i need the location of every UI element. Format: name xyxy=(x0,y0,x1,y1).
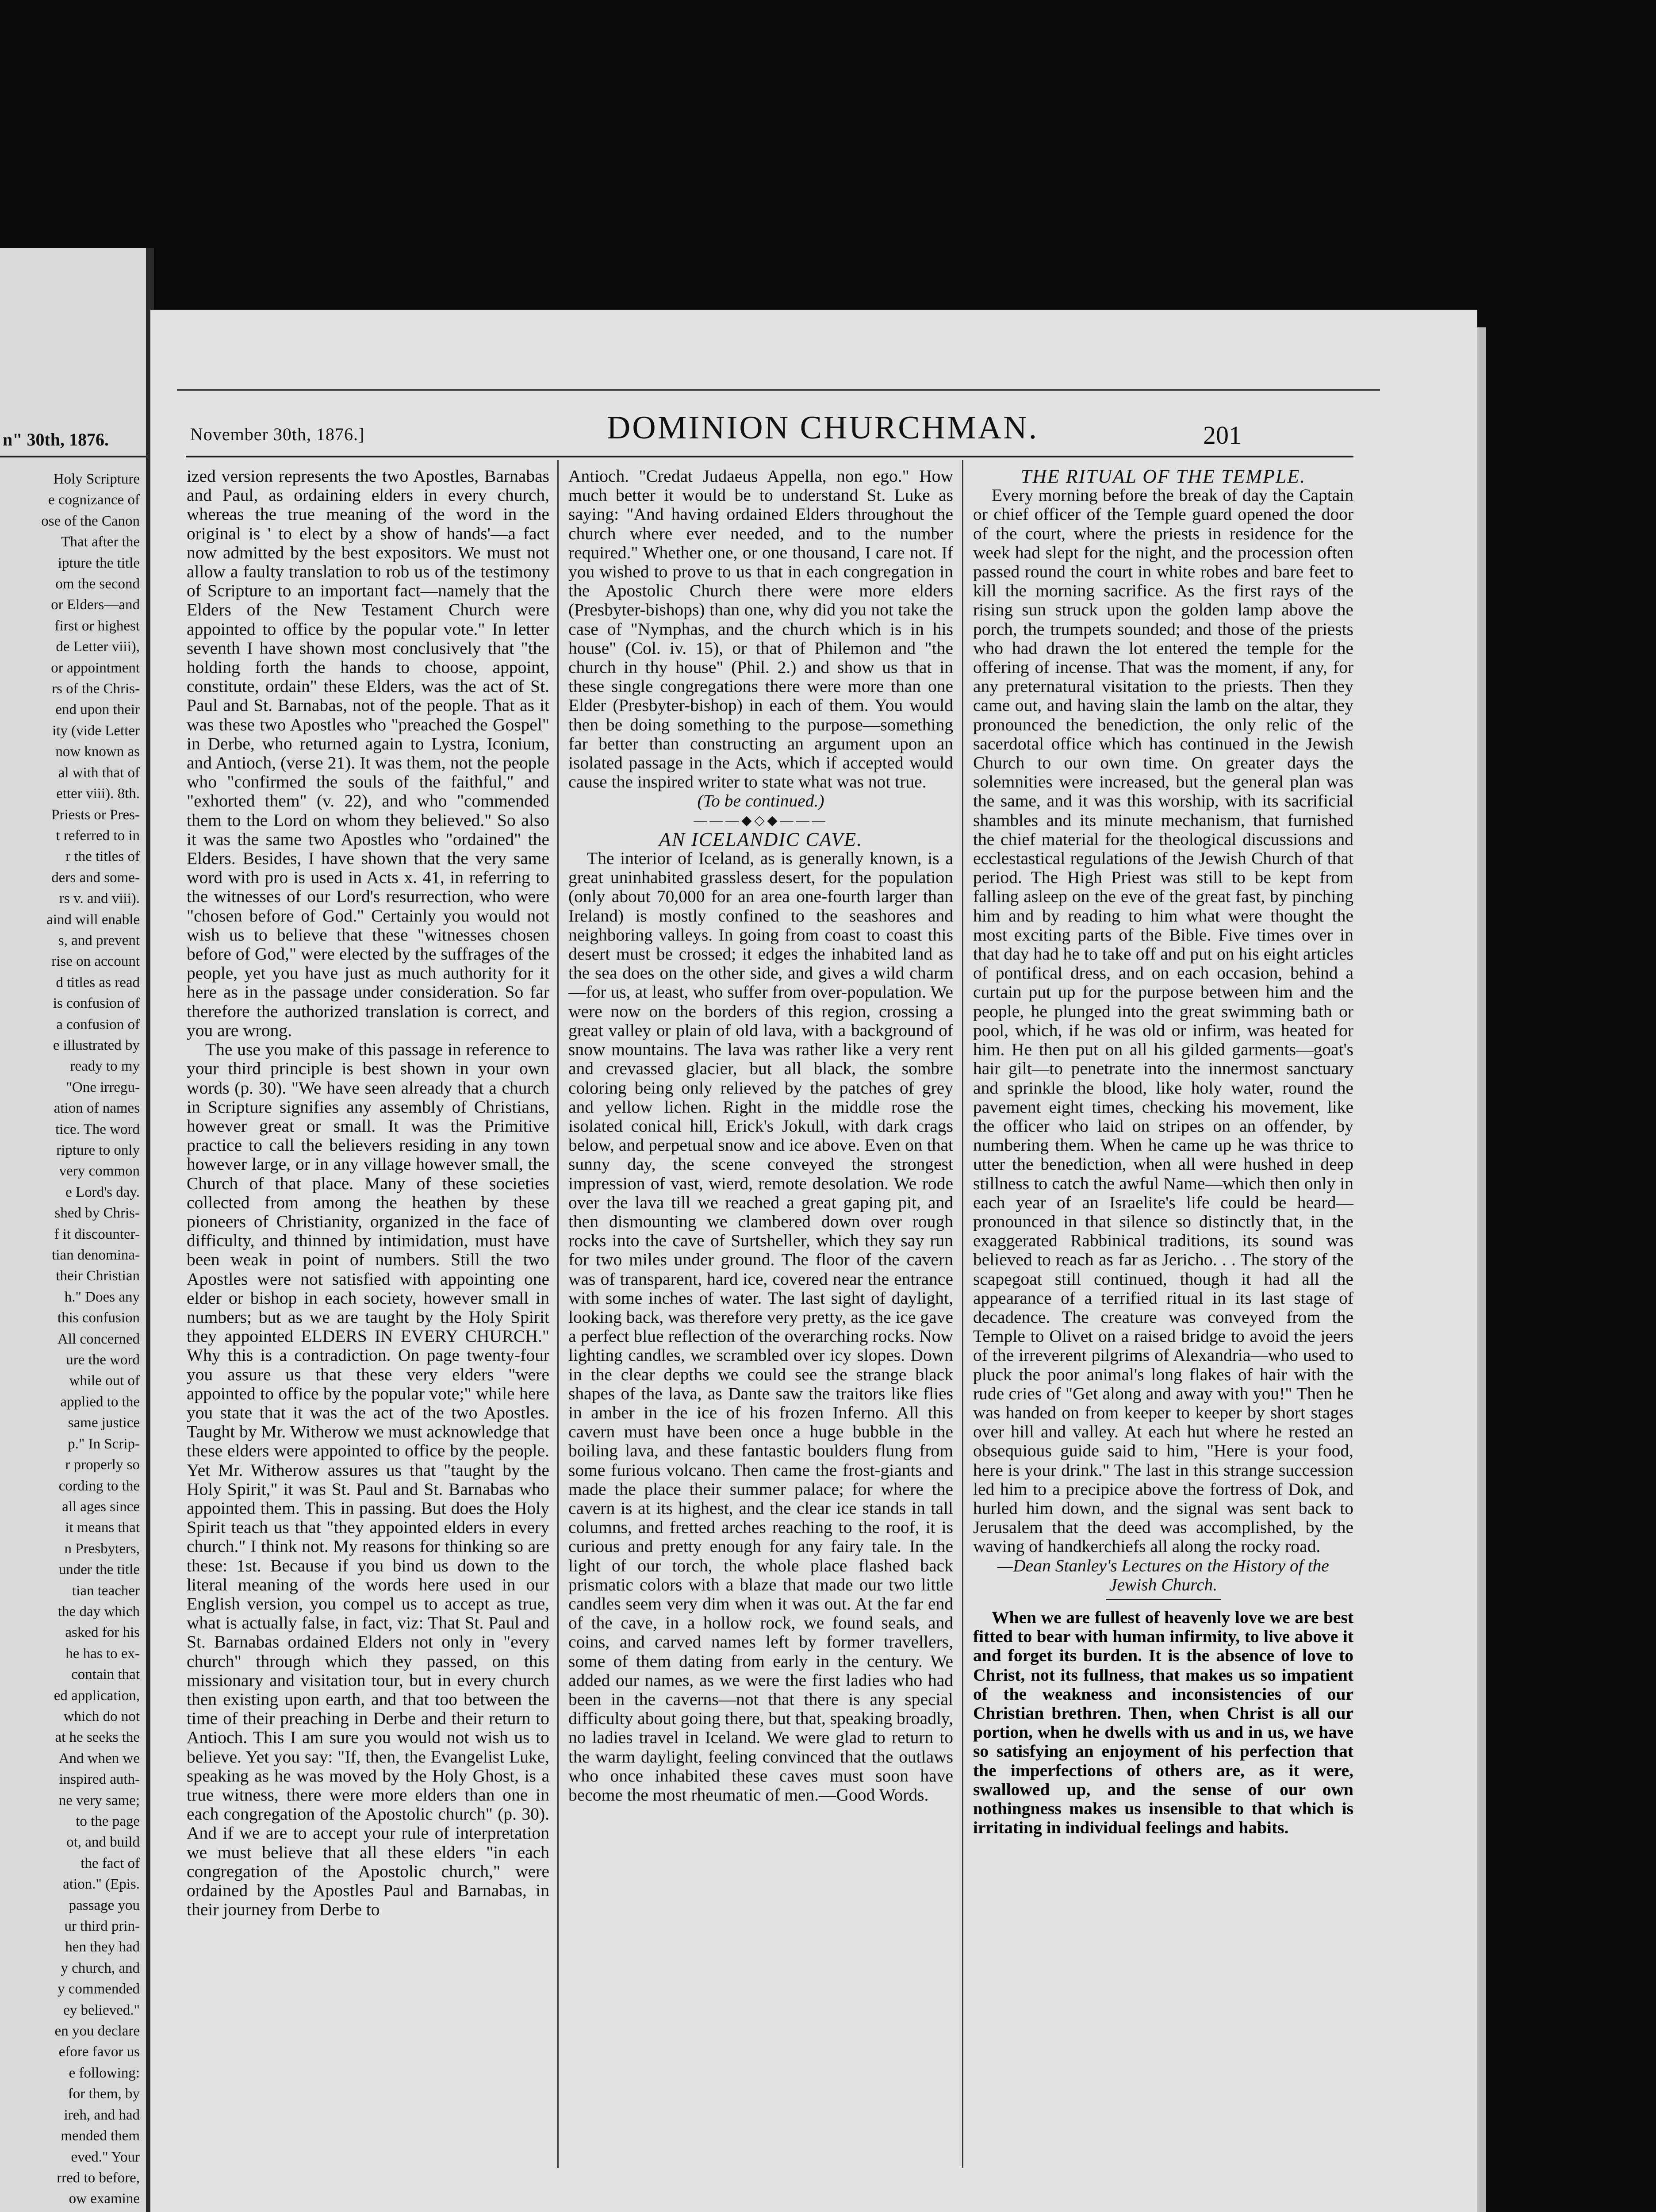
left-page-line: this confusion xyxy=(57,1310,140,1326)
left-page-line: efore favor us xyxy=(58,2044,140,2060)
left-page-line: d titles as read xyxy=(56,974,140,991)
left-page-line: ur third prin- xyxy=(64,1918,140,1935)
left-page-line: ot, and build xyxy=(66,1834,140,1851)
left-page-line: ation of names xyxy=(54,1100,140,1117)
left-page-line: the fact of xyxy=(80,1855,140,1871)
header-date: November 30th, 1876.] xyxy=(190,424,365,444)
left-page-line: tian denomina- xyxy=(52,1247,140,1263)
left-page-line: That after the xyxy=(61,534,140,550)
newspaper-page xyxy=(150,310,1477,2212)
left-page-line: ity (vide Letter xyxy=(52,722,140,739)
left-page-line xyxy=(7,2210,140,2212)
left-page-line: first or highest xyxy=(54,618,140,634)
column-1 xyxy=(187,467,549,1919)
left-page-line: tian teacher xyxy=(72,1582,140,1599)
article-paragraph: When we are fullest of heavenly love we are best fitted to bear with human infirmity, to live above it and forget its burden. It is the absence of love to Christ, not its fullness, that makes us so impatient of the weakness and inconsistencies of our Christian brethren. Then, when Christ is all our portion, when he dwells with us and in us, we have so satisfying an enjoyment of his perfection that the imperfections of others are, as it were, swallowed up, and the sense of our own nothingness makes us insensible to that which is irritating in individual feelings and habits. xyxy=(973,1607,1353,1838)
section-ornament: ———◆◇◆——— xyxy=(694,813,828,828)
left-page-line: inspired auth- xyxy=(59,1771,140,1788)
section-title-icelandic-cave: AN ICELANDIC CAVE. xyxy=(659,828,863,850)
left-page-line: shed by Chris- xyxy=(54,1205,140,1221)
left-page-text xyxy=(7,469,140,2212)
header-rule xyxy=(186,456,1353,457)
masthead-title: DOMINION CHURCHMAN. xyxy=(606,410,1039,446)
left-page-line: rs of the Chris- xyxy=(52,681,140,697)
left-page-line: mended them xyxy=(61,2128,140,2144)
left-page-line: Priests or Pres- xyxy=(51,806,140,823)
left-page-line: n Presbyters, xyxy=(64,1540,140,1557)
column-3 xyxy=(973,467,1353,1837)
left-page-line: h." Does any xyxy=(64,1289,140,1305)
left-page-line: a confusion of xyxy=(56,1016,140,1033)
left-page-line: asked for his xyxy=(65,1624,140,1641)
left-page-line: Holy Scripture xyxy=(53,471,140,487)
section-rule xyxy=(1106,1599,1221,1600)
left-page-line: same justice xyxy=(68,1415,140,1431)
left-page-line: ed application, xyxy=(54,1687,140,1704)
left-page-line: to the page xyxy=(76,1813,140,1829)
left-page-line: their Christian xyxy=(56,1268,140,1284)
left-page-line: ey believed." xyxy=(63,2002,140,2018)
left-page-line: cording to the xyxy=(58,1478,140,1494)
article-paragraph: The interior of Iceland, as is generally known, is a great uninhabited grassless desert, for the population (only about 70,000 for an area one-fourth larger than Ireland) is mostly confined to the seashores and neighboring valleys. In going from coast to coast this desert must be crossed; it edges the inhabited land as the sea does on the other side, and gives a wild charm—for us, at least, who suffer from over-population. We were now on the borders of this region, crossing a great valley or plain of old lava, with a background of snow mountains. The lava was rather like a very rent and crevassed glacier, but all black, the sombre coloring being only relieved by the patches of grey and yellow lichen. Right in the middle rose the isolated conical hill, Erick's Jokull, with dark crags below, and perpetual snow and ice above. Even on that sunny day, the scene conveyed the strongest impression of vast, wierd, remote desolation. We rode over the lava till we reached a great gaping pit, and then dismounting we clambered down over rough rocks into the cave of Surtsheller, which they say run for two miles under ground. The floor of the cavern was of transparent, hard ice, covered near the entrance with some inches of water. The last sight of daylight, looking back, was therefore very pretty, as the ice gave a perfect blue reflection of the overarching rocks. Now lighting candles, we scrambled over icy slopes. Down in the clear depths we could see the strange black shapes of the lava, as Dante saw the traitors like flies in amber in the ice of his frozen Inferno. All this cavern must have been once a huge bubble in the boiling lava, and these fantastic boulders flung from some furious volcano. Then came the frost-giants and made the place their summer palace; for where the cavern is at its highest, and the clear ice stands in tall columns, and fretted arches reaching to the roof, it is curious and pretty enough for any fairy tale. In the light of our torch, the whole place flashed back prismatic colors with a blaze that made our two little candles seem very dim when it was out. At the far end of the cave, in a hollow rock, we found seals, and coins, and carved names left by former travellers, some of them dating from early in the century. We added our names, as we were the first ladies who had been in the caverns—not that there is any special difficulty about going there, but that, speaking broadly, no ladies travel in Iceland. We were glad to return to the warm daylight, feeling convinced that the outlaws who once inhabited these caves must soon have become the most rheumatic of men.—Good Words. xyxy=(568,849,953,1805)
left-page-line: for them, by xyxy=(68,2086,140,2102)
left-page-line: all ages since xyxy=(62,1498,140,1515)
left-page-line: etter viii). 8th. xyxy=(56,786,140,802)
left-page-line: All concerned xyxy=(58,1331,140,1347)
left-page-line: is confusion of xyxy=(53,995,140,1012)
left-page-line: contain that xyxy=(71,1667,140,1683)
left-page-line: t referred to in xyxy=(56,827,140,844)
left-page-line: at he seeks the xyxy=(55,1729,140,1746)
left-page-line: ow examine xyxy=(69,2191,140,2207)
column-divider xyxy=(962,460,963,2168)
left-page-line: s, and prevent xyxy=(58,932,140,949)
left-page-line: ure the word xyxy=(66,1352,140,1368)
left-page-line: rise on account xyxy=(51,953,140,970)
left-page-line: rs v. and viii). xyxy=(59,891,140,907)
left-page-line: it means that xyxy=(65,1520,140,1536)
left-page-line: or appointment xyxy=(51,660,140,676)
article-paragraph: The use you make of this passage in reference to your third principle is best shown in your own words (p. 30). "We have seen already that a church in Scripture signifies any assembly of Christians, however great or small. It was the Primitive practice to call the believers residing in any town however large, or in any village however small, the Church of that place. Many of these societies collected from among the heathen by these pioneers of Christianity, organized in the face of difficulty, and thinned by intimidation, must have been weak in point of numbers. Still the two Apostles were not satisfied with appointing one elder or bishop in each society, however small in numbers; but as we are taught by the Holy Spirit they appointed ELDERS IN EVERY CHURCH." Why this is a contradiction. On page twenty-four you assure us that these very elders "were appointed to office by the popular vote;" while here you state that it was the act of the two Apostles. Taught by Mr. Witherow we must acknowledge that these elders were appointed to office by the people. Yet Mr. Witherow assures us that "taught by the Holy Spirit," it was St. Paul and St. Barnabas who appointed them. This in passing. But does the Holy Spirit teach us that "they appointed elders in every church." I think not. My reasons for thinking so are these: 1st. Because if you bind us down to the literal meaning of the words here used in our English version, you compel us to accept as true, what is actually false, in fact, viz: That St. Paul and St. Barnabas ordained Elders not only in "every church" through which they passed, on this missionary and visitation tour, but in every church then existing upon earth, and that too between the time of their preaching in Derbe and their return to Antioch. This I am sure you would not wish us to believe. Yet you say: "If, then, the Evangelist Luke, speaking as he was moved by the Holy Ghost, is a true witness, there were more elders than one in each congregation of the Apostolic church" (p. 30). And if we are to accept your rule of interpretation we must believe that all these elders "in each congregation of the Apostolic church," were ordained by the Apostles Paul and Barnabas, in their journey from Derbe to xyxy=(187,1040,549,1920)
left-page-line: "One irregu- xyxy=(66,1079,140,1095)
left-facing-page xyxy=(0,248,154,2212)
left-page-line: now known as xyxy=(55,744,140,760)
left-page-line: r the titles of xyxy=(65,849,140,865)
left-page-line: ipture the title xyxy=(58,555,140,571)
left-page-line: e Lord's day. xyxy=(65,1184,140,1200)
article-attribution: —Dean Stanley's Lectures on the History of the Jewish Church. xyxy=(997,1555,1329,1594)
left-page-line: f it discounter- xyxy=(54,1226,140,1242)
left-page-line: ready to my xyxy=(70,1058,140,1075)
left-page-line: very common xyxy=(59,1163,140,1179)
left-page-line: e illustrated by xyxy=(53,1037,140,1053)
left-page-line: the day which xyxy=(58,1603,140,1620)
article-paragraph: Every morning before the break of day the Captain or chief officer of the Temple guard opened the door of the court, where the priests in residence for the week had slept for the night, and the procession often passed round the court in white robes and bare feet to kill the morning sacrifice. As the first rays of the rising sun struck upon the golden lamp above the porch, the trumpets sounded; and those of the priests who had drawn the lot entered the temple for the offering of incense. That was the moment, if any, for any preternatural visitation to the priests. Then they came out, and having slain the lamb on the altar, they pronounced the benediction, the only relic of the sacerdotal office which has continued in the Jewish Church to our own time. On greater days the solemnities were increased, but the general plan was the same, and it was this worship, with its sacrificial shambles and its minute mechanism, that furnished the chief material for the theological discussions and ecclestastical regulations of the Jewish Church of that period. The High Priest was still to be kept from falling asleep on the eve of the great fast, by pinching him and by reading to him what were thought the most exciting parts of the Bible. Five times over in that day had he to take off and put on his eight articles of pontifical dress, and on each occasion, behind a curtain put up for the purpose between him and the people, he plunged into the great swimming bath or pool, which, if he was old or infirm, was heated for him. He then put on all his gilded garments—goat's hair gilt—to penetrate into the innermost sanctuary and sprinkle the blood, like holy water, round the pavement eight times, checking his movement, like the officer who laid on stripes on an offender, by numbering them. When he came up he was thrice to utter the benediction, when all were hushed in deep stillness to catch the awful Name—which then only in each year of an Israelite's life could be heard—pronounced in that silence so distinctly that, in the exaggerated Rabbinical traditions, its sound was believed to reach as far as Jericho. . . The story of the scapegoat still continued, though it had all the appearance of a terrified ritual in its last stage of decadence. The creature was conveyed from the Temple to Olivet on a raised bridge to avoid the jeers of the irreverent pilgrims of Alexandria—who used to pluck the poor animal's long flakes of hair with the rude cries of "Get along and away with you!" Then he was handed on from keeper to keeper by short stages over hill and valley. At each hut where he rested an obsequious guide said to him, "Here is your food, here is your drink." The last in this strange succession led him to a precipice above the fortress of Dok, and hurled him down, and the signal was sent back to Jerusalem that the deed was accomplished, by the waving of handkerchiefs all along the rocky road. xyxy=(973,485,1353,1556)
left-page-line: tice. The word xyxy=(55,1121,140,1137)
column-2 xyxy=(568,467,953,1805)
left-page-line: en you declare xyxy=(54,2023,140,2039)
left-page-line: hen they had xyxy=(65,1939,140,1955)
left-page-line: ders and some- xyxy=(51,869,140,886)
left-page-line: ne very same; xyxy=(58,1792,140,1809)
left-page-header: n" 30th, 1876. xyxy=(3,430,109,449)
left-page-line: e following: xyxy=(69,2065,140,2081)
left-page-line: under the title xyxy=(58,1562,140,1578)
left-page-line: y church, and xyxy=(61,1960,140,1976)
left-page-line: om the second xyxy=(55,576,140,592)
left-page-line: de Letter viii), xyxy=(56,639,140,655)
left-page-line: ripture to only xyxy=(56,1142,140,1158)
article-continuation: Antioch. "Credat Judaeus Appella, non ego." How much better it would be to understand St. Luke as saying: "And having ordained Elders throughout the church where ever needed, and to the number required." Whether one, or one thousand, I care not. If you wished to prove to us that in each congregation in the Apostolic Church there were more elders (Presbyter-bishops) than one, why did you not take the case of "Nymphas, and the church which is in his house" (Col. iv. 15), or that of Philemon and "the church in thy house" (Phil. 2.) and show us that in these single congregations there were more than one Elder (Presbyter-bishop) in each of them. You would then be doing something to the purpose—something far better than constructing an argument upon an isolated passage in the Acts, which if accepted would cause the inspired writer to state what was not true. xyxy=(568,466,953,792)
left-page-line: eved." Your xyxy=(71,2149,140,2165)
left-page-line: which do not xyxy=(63,1708,140,1724)
left-page-line: e cognizance of xyxy=(48,492,140,508)
left-page-line: applied to the xyxy=(60,1394,140,1410)
left-page-line: he has to ex- xyxy=(65,1645,140,1662)
article-paragraph: ized version represents the two Apostles, Barnabas and Paul, as ordaining elders in every church, whereas the true meaning of the word in the original is ' to elect by a show of hands'—a fact now admitted by the best expositors. We must not allow a faulty translation to rob us of the testimony of Scripture to an important fact—namely that the Elders of the New Testament Church were appointed to office by the popular vote." In letter seventh I have shown most conclusively that "the holding forth the hands to choose, appoint, constitute, ordain" these Elders, was the act of St. Paul and St. Barnabas, not of the people. That as it was these two Apostles who "preached the Gospel" in Derbe, who returned again to Lystra, Iconium, and Antioch, (verse 21). It was them, not the people who "confirmed the souls of the faithful," and "exhorted them" (v. 22), and who "commended them to the Lord on whom they believed." So also it was the same two Apostles who "ordained" the Elders. Besides, I have shown that the very same word with pro is used in Acts x. 41, in referring to the witnesses of our Lord's resurrection, who were "chosen before of God." Certainly you would not wish us to believe that these "witnesses chosen before of God," were elected by the suffrages of the people, yet you have just as much authority for it here as in the passage under consideration. So far therefore the authorized translation is correct, and you are wrong. xyxy=(187,466,549,1040)
page-number: 201 xyxy=(1203,421,1242,449)
left-page-line: end upon their xyxy=(55,702,140,718)
left-page-line: y commended xyxy=(57,1981,140,1997)
section-title-ritual-of-temple: THE RITUAL OF THE TEMPLE. xyxy=(1020,465,1306,487)
left-page-line: ireh, and had xyxy=(64,2107,140,2123)
left-page-line: r properly so xyxy=(65,1457,140,1473)
left-page-line: passage you xyxy=(69,1897,140,1913)
header-top-rule xyxy=(177,389,1380,391)
left-page-line: aind will enable xyxy=(46,911,140,928)
left-page-line: ation." (Epis. xyxy=(63,1876,140,1893)
left-page-line: p." In Scrip- xyxy=(68,1436,140,1452)
column-divider xyxy=(557,460,559,2168)
left-page-line: while out of xyxy=(69,1373,140,1389)
left-page-line: or Elders—and xyxy=(51,597,140,613)
left-page-line: rred to before, xyxy=(57,2170,140,2186)
left-page-rule xyxy=(0,456,146,457)
left-page-line: ose of the Canon xyxy=(41,513,140,529)
left-page-line: al with that of xyxy=(58,764,140,781)
left-page-line: And when we xyxy=(58,1750,140,1767)
to-be-continued: (To be continued.) xyxy=(697,791,824,811)
